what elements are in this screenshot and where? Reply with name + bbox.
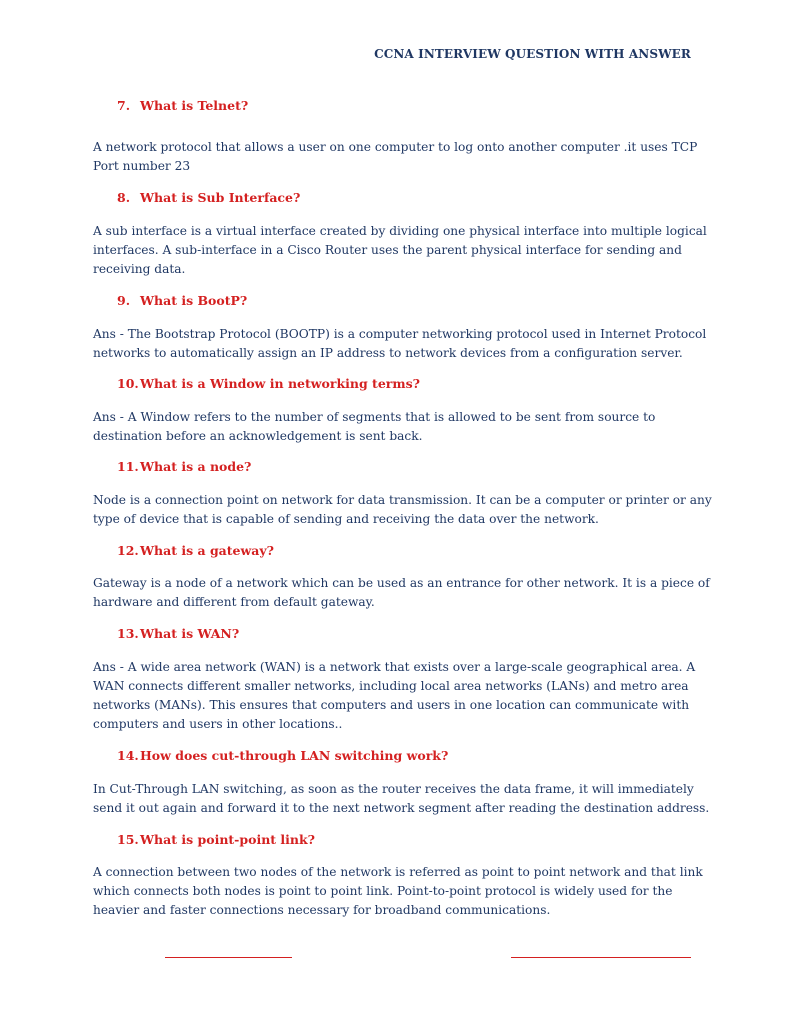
answer-line: A network protocol that allows a user on one computer to log onto another computer .it uses TCP bbox=[93, 140, 698, 154]
question-number: 14. bbox=[117, 748, 139, 763]
answer-line: Node is a connection point on network for data transmission. It can be a computer or printer or any bbox=[93, 493, 712, 507]
answer-line: WAN connects different smaller networks, including local area networks (LANs) and metro area bbox=[93, 679, 689, 693]
answer-line: interfaces. A sub-interface in a Cisco Router uses the parent physical interface for sending and bbox=[93, 243, 682, 257]
question-number: 8. bbox=[117, 190, 131, 205]
question-text: What is WAN? bbox=[140, 626, 240, 641]
question-number: 12. bbox=[117, 543, 139, 558]
question-text: How does cut-through LAN switching work? bbox=[140, 748, 449, 763]
question-number: 13. bbox=[117, 626, 139, 641]
question-text: What is a Window in networking terms? bbox=[140, 376, 420, 391]
answer-line: Ans - A Window refers to the number of segments that is allowed to be sent from source to bbox=[93, 410, 656, 424]
answer-line: networks to automatically assign an IP address to network devices from a configuration server. bbox=[93, 346, 683, 360]
question-text: What is Sub Interface? bbox=[140, 190, 301, 205]
question-text: What is Telnet? bbox=[140, 98, 249, 113]
answer-line: destination before an acknowledgement is sent back. bbox=[93, 429, 423, 443]
answer-line: Port number 23 bbox=[93, 159, 191, 173]
answer-line: Ans - The Bootstrap Protocol (BOOTP) is a computer networking protocol used in Internet Protocol bbox=[93, 327, 707, 341]
answer-line: which connects both nodes is point to point link. Point-to-point protocol is widely used for the bbox=[93, 884, 673, 898]
answer-line: A connection between two nodes of the network is referred as point to point network and that link bbox=[93, 865, 703, 879]
answer-line: type of device that is capable of sending and receiving the data over the network. bbox=[93, 512, 599, 526]
footer-rule-right bbox=[511, 957, 691, 958]
answer-paragraph bbox=[93, 222, 707, 279]
answer-line: computers and users in other locations.. bbox=[93, 717, 343, 731]
question-text: What is a node? bbox=[140, 459, 252, 474]
question-number: 9. bbox=[117, 293, 131, 308]
question-heading bbox=[117, 748, 448, 764]
answer-paragraph bbox=[93, 138, 699, 176]
answer-line: receiving data. bbox=[93, 262, 186, 276]
answer-line: networks (MANs). This ensures that computers and users in one location can communicate with bbox=[93, 698, 690, 712]
answer-paragraph bbox=[93, 491, 712, 529]
question-number: 10. bbox=[117, 376, 139, 391]
question-text: What is a gateway? bbox=[140, 543, 274, 558]
answer-line: A sub interface is a virtual interface created by dividing one physical interface into multiple logical bbox=[93, 224, 707, 238]
footer-rule-left bbox=[165, 957, 292, 958]
question-number: 7. bbox=[117, 98, 131, 113]
answer-line: Gateway is a node of a network which can be used as an entrance for other network. It is a piece of bbox=[93, 576, 710, 590]
question-heading bbox=[117, 459, 251, 475]
question-heading bbox=[117, 832, 315, 848]
answer-paragraph bbox=[93, 863, 703, 920]
question-heading bbox=[117, 98, 248, 114]
answer-line: heavier and faster connections necessary for broadband communications. bbox=[93, 903, 551, 917]
question-heading bbox=[117, 190, 300, 206]
answer-paragraph bbox=[93, 408, 699, 446]
answer-line: In Cut-Through LAN switching, as soon as the router receives the data frame, it will immediately bbox=[93, 782, 694, 796]
answer-paragraph bbox=[93, 658, 699, 734]
question-number: 15. bbox=[117, 832, 139, 847]
answer-line: hardware and different from default gateway. bbox=[93, 595, 375, 609]
question-heading bbox=[117, 293, 247, 309]
answer-paragraph bbox=[93, 574, 710, 612]
answer-paragraph bbox=[93, 325, 707, 363]
question-heading bbox=[117, 626, 239, 642]
page-header-title: CCNA INTERVIEW QUESTION WITH ANSWER bbox=[374, 47, 691, 61]
answer-line: send it out again and forward it to the next network segment after reading the destination address. bbox=[93, 801, 710, 815]
answer-paragraph bbox=[93, 780, 710, 818]
question-text: What is point-point link? bbox=[140, 832, 315, 847]
question-text: What is BootP? bbox=[140, 293, 248, 308]
question-number: 11. bbox=[117, 459, 139, 474]
question-heading bbox=[117, 376, 420, 392]
question-heading bbox=[117, 543, 274, 559]
answer-line: Ans - A wide area network (WAN) is a network that exists over a large-scale geographical area. A bbox=[93, 660, 696, 674]
